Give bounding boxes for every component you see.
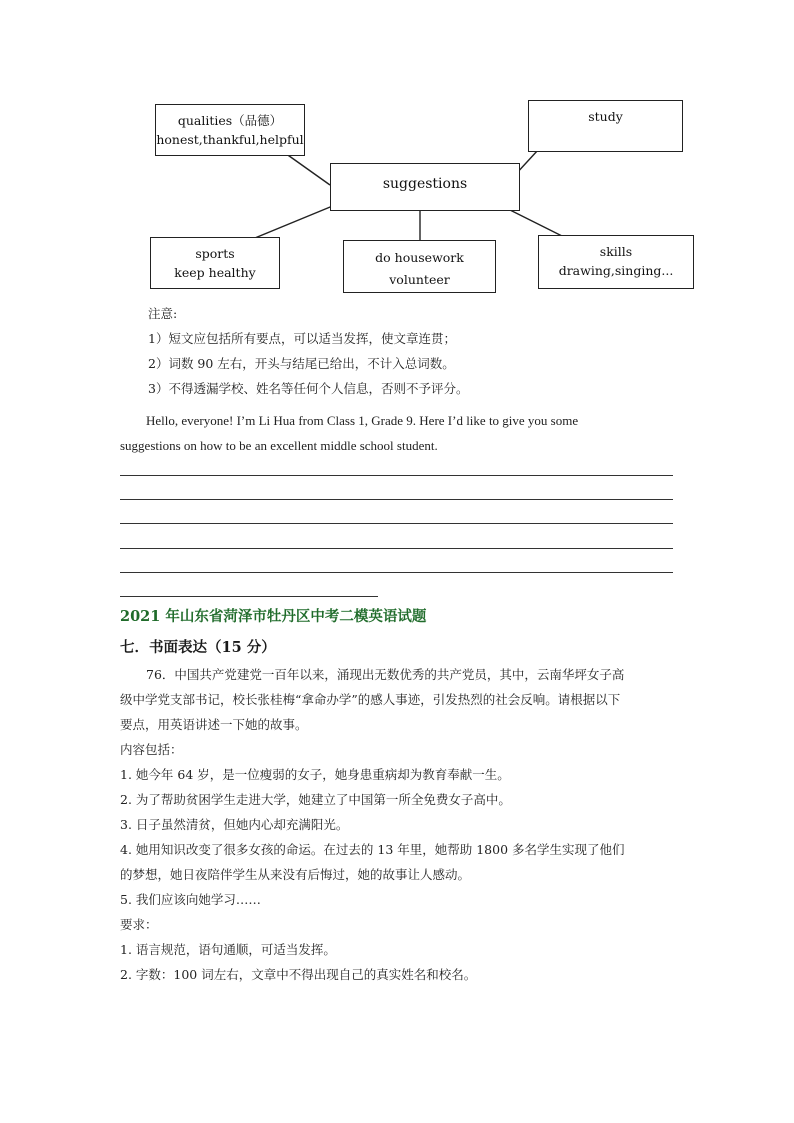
content-item-4-cont: 的梦想，她日夜陪伴学生从来没有后悔过，她的故事让人感动。 <box>120 867 471 882</box>
writing-line[interactable] <box>120 523 673 524</box>
connector-qualities <box>285 153 330 185</box>
sports-detail: keep healthy <box>174 265 256 280</box>
note-item-3: 3）不得透漏学校、姓名等任何个人信息，否则不予评分。 <box>148 381 469 396</box>
requirements-heading: 要求： <box>120 917 158 932</box>
writing-line[interactable] <box>120 499 673 500</box>
study-label: study <box>588 109 623 124</box>
suggestions-diagram <box>140 95 700 300</box>
opening-line-1: Hello, everyone! I’m Li Hua from Class 1, Grade 9. Here I’d like to give you some <box>146 413 579 428</box>
intro-line-2: 级中学党支部书记，校长张桂梅“拿命办学”的感人事迹，引发热烈的社会反响。请根据以下 <box>120 692 621 707</box>
housework-box <box>343 240 496 293</box>
connector-sports <box>250 205 335 240</box>
requirement-2: 2. 字数：100 词左右，文章中不得出现自己的真实姓名和校名。 <box>120 967 477 982</box>
content-item-1: 1. 她今年 64 岁，是一位瘦弱的女子，她身患重病却为教育奉献一生。 <box>120 767 510 782</box>
opening-line-2: suggestions on how to be an excellent middle school student. <box>120 438 438 453</box>
writing-line[interactable] <box>120 548 673 549</box>
section-title: 七．书面表达（15 分） <box>120 639 276 656</box>
sports-title: sports <box>195 246 235 261</box>
intro-line-3: 要点，用英语讲述一下她的故事。 <box>120 717 308 732</box>
skills-detail: drawing,singing... <box>558 263 674 278</box>
content-item-4: 4. 她用知识改变了很多女孩的命运。在过去的 13 年里，她帮助 1800 多名学生实现了他们 <box>120 842 625 857</box>
intro-line-1: 76．中国共产党建党一百年以来，涌现出无数优秀的共产党员，其中，云南华坪女子高 <box>146 667 625 682</box>
housework-title: do housework <box>375 250 464 265</box>
study-box <box>528 100 683 152</box>
suggestions-label: suggestions <box>382 176 468 192</box>
writing-line[interactable] <box>120 572 673 573</box>
qualities-box <box>155 104 305 156</box>
notes-heading: 注意: <box>148 306 178 321</box>
sports-box <box>150 237 280 289</box>
housework-detail: volunteer <box>389 272 450 287</box>
content-heading: 内容包括： <box>120 742 183 757</box>
qualities-detail: honest,thankful,helpful <box>156 132 304 147</box>
content-item-5: 5. 我们应该向她学习…… <box>120 892 261 907</box>
content-item-2: 2. 为了帮助贫困学生走进大学，她建立了中国第一所全免费女子高中。 <box>120 792 511 807</box>
writing-line-short[interactable] <box>120 596 378 597</box>
qualities-title: qualities（品德） <box>177 113 283 128</box>
suggestions-box <box>330 163 520 211</box>
writing-line[interactable] <box>120 475 673 476</box>
skills-box <box>538 235 694 289</box>
note-item-1: 1）短文应包括所有要点，可以适当发挥，使文章连贯； <box>148 331 456 346</box>
opening-section <box>120 408 578 458</box>
task-body <box>120 662 680 987</box>
requirement-1: 1. 语言规范，语句通顺，可适当发挥。 <box>120 942 336 957</box>
content-item-3: 3. 日子虽然清贫，但她内心却充满阳光。 <box>120 817 349 832</box>
exam-title: 2021 年山东省菏泽市牡丹区中考二模英语试题 <box>120 608 427 625</box>
note-item-2: 2）词数 90 左右，开头与结尾已给出，不计入总词数。 <box>148 356 455 371</box>
skills-title: skills <box>599 244 633 259</box>
notes-section <box>148 301 468 401</box>
